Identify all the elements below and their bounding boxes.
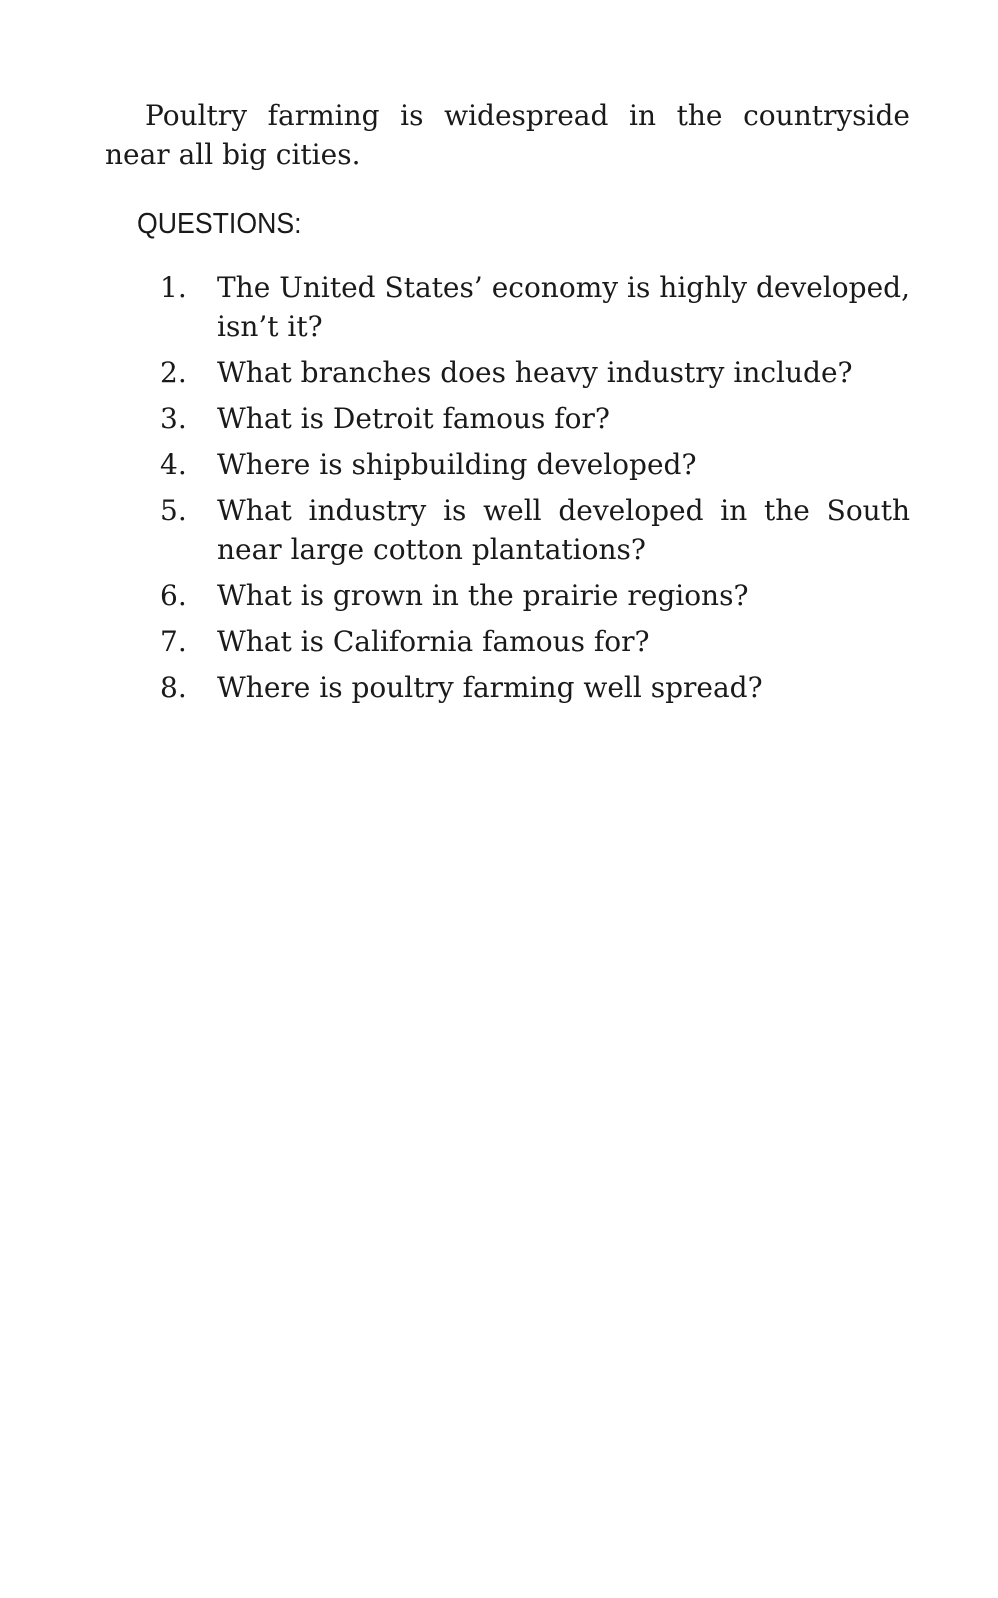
question-text: What is grown in the prairie regions?	[217, 579, 749, 612]
question-number: 4.	[160, 448, 187, 481]
question-item-6	[0, 576, 998, 615]
question-item-8	[0, 668, 998, 707]
question-item-2	[0, 353, 998, 392]
question-text: What industry is well developed in the South near large cotton plantations?	[217, 494, 910, 566]
questions-heading: QUESTIONS:	[137, 208, 302, 240]
question-text: What is Detroit famous for?	[217, 402, 610, 435]
question-text: What branches does heavy industry include?	[217, 356, 853, 389]
question-number: 6.	[160, 579, 187, 612]
question-number: 5.	[160, 494, 187, 527]
question-item-1	[0, 268, 998, 346]
question-text: Where is poultry farming well spread?	[217, 671, 763, 704]
question-item-4	[0, 445, 998, 484]
question-number: 8.	[160, 671, 187, 704]
question-number: 3.	[160, 402, 187, 435]
question-number: 1.	[160, 271, 187, 304]
question-text: What is California famous for?	[217, 625, 650, 658]
question-number: 2.	[160, 356, 187, 389]
question-item-3	[0, 399, 998, 438]
question-item-5	[0, 491, 998, 569]
question-item-7	[0, 622, 998, 661]
questions-list	[0, 268, 998, 714]
intro-paragraph: Poultry farming is widespread in the countryside near all big cities.	[105, 99, 910, 171]
question-text: The United States’ economy is highly developed, isn’t it?	[217, 271, 910, 343]
question-number: 7.	[160, 625, 187, 658]
question-text: Where is shipbuilding developed?	[217, 448, 697, 481]
